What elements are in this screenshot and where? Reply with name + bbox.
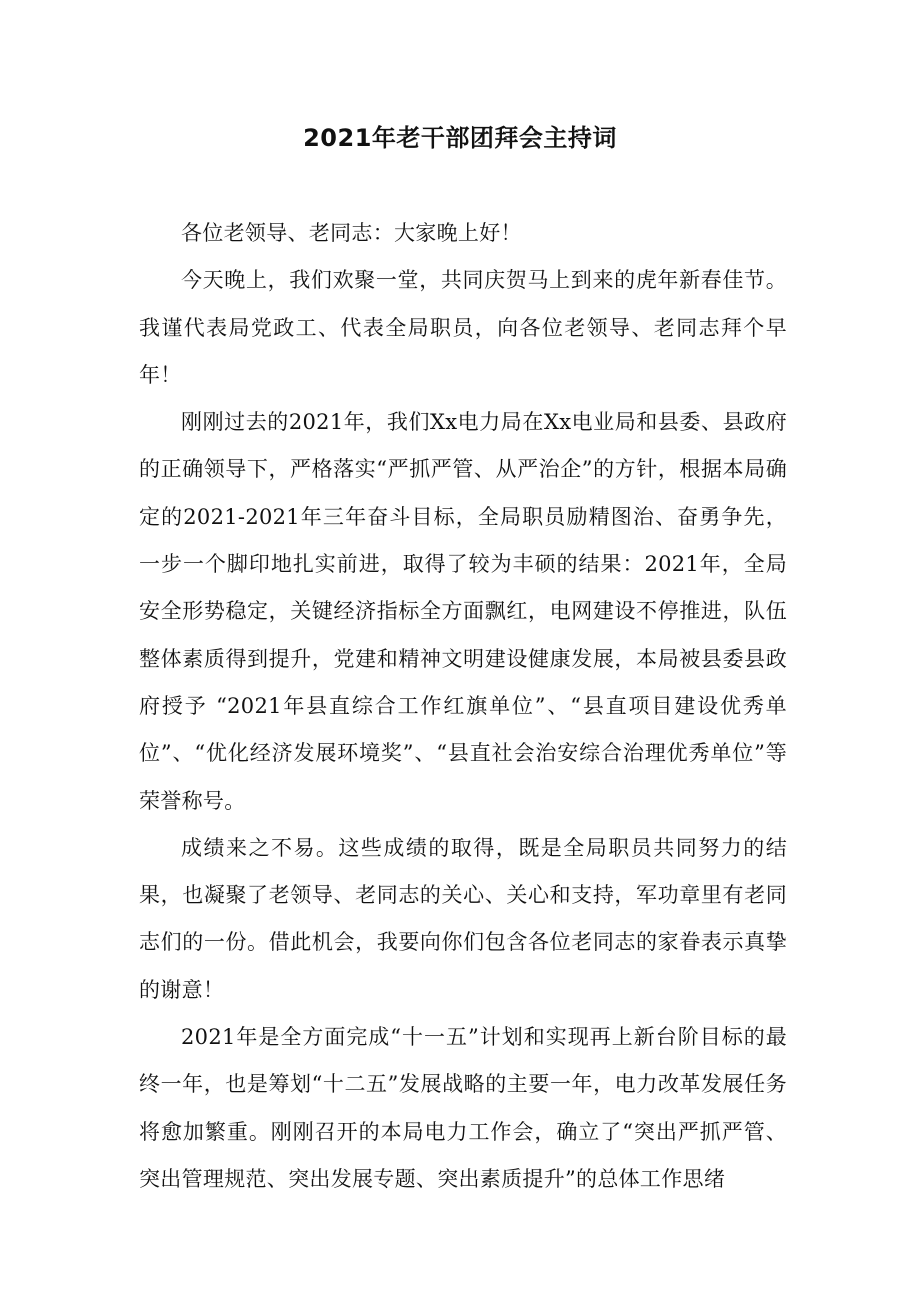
paragraph-gratitude: 成绩来之不易。这些成绩的取得，既是全局职员共同努力的结果，也凝聚了老领导、老同志的关心、关心和支持，军功章里有老同志们的一份。借此机会，我要向你们包含各位老同志的家眷表示真挚的谢意！ [139,835,787,1002]
document-body [139,210,787,1203]
document-title: 2021年老干部团拜会主持词 [303,124,617,152]
paragraph-outlook: 2021年是全方面完成“十一五”计划和实现再上新台阶目标的最终一年，也是筹划“十二五”发展战略的主要一年，电力改革发展任务将愈加繁重。刚刚召开的本局电力工作会，确立了“突出严抓严管、突出管理规范、突出发展专题、突出素质提升”的总体工作思绪 [139,1025,787,1191]
paragraph-new-year-wishes: 今天晚上，我们欢聚一堂，共同庆贺马上到来的虎年新春佳节。我谨代表局党政工、代表全局职员，向各位老领导、老同志拜个早年！ [139,268,787,387]
paragraph-greeting: 各位老领导、老同志：大家晚上好！ [181,221,522,245]
paragraph-achievements: 刚刚过去的2021年，我们Xx电力局在Xx电业局和县委、县政府的正确领导下，严格落实“严抓严管、从严治企”的方针，根据本局确定的2021-2021年三年奋斗目标，全局职员励精图治、奋勇争先，一步一个脚印地扎实前进，取得了较为丰硕的结果：2021年，全局安全形势稳定，关键经济指标全方面飘红，电网建设不停推进，队伍整体素质得到提升，党建和精神文明建设健康发展，本局被县委县政府授予 “2021年县直综合工作红旗单位”、“县直项目建设优秀单位”、“优化经济发展环境奖”、“县直社会治安综合治理优秀单位”等荣誉称号。 [139,410,787,813]
